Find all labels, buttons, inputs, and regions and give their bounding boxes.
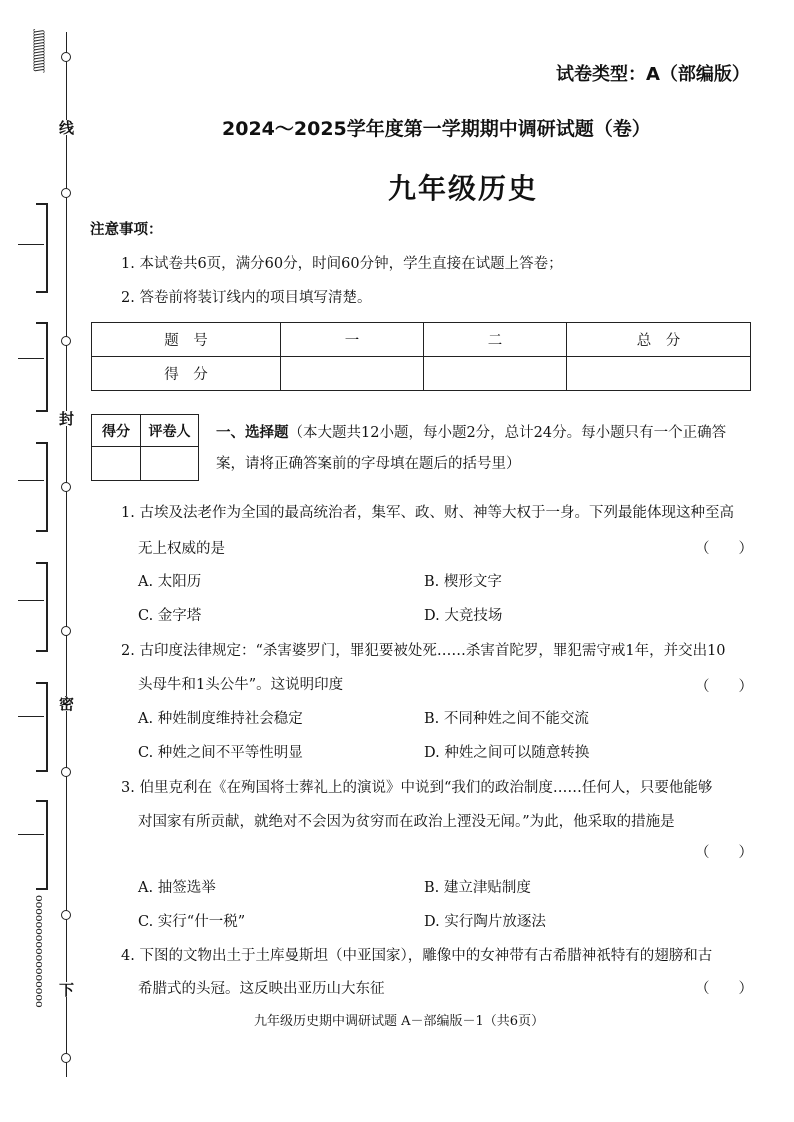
grader-score-cell[interactable] — [92, 447, 141, 481]
section-heading-desc-line2: 案，请将正确答案前的字母填在题后的括号里） — [216, 456, 521, 472]
binding-label-feng: 封 — [57, 411, 75, 426]
option-d: D. 实行陶片放逐法 — [424, 914, 546, 930]
option-a: A. 种姓制度维持社会稳定 — [138, 711, 303, 727]
option-b: B. 建立津贴制度 — [424, 880, 531, 896]
exam-title: 2024～2025学年度第一学期期中调研试题（卷） — [222, 118, 651, 140]
question-stem: 3. 伯里克利在《在殉国将士葬礼上的演说》中说到“我们的政治制度……任何人，只要他能够 — [121, 780, 713, 796]
binding-label-xian: 线 — [57, 120, 75, 135]
score-input-cell[interactable] — [424, 357, 567, 391]
note-item: 2. 答卷前将装订线内的项目填写清楚。 — [121, 290, 372, 306]
binding-bracket — [36, 322, 48, 412]
grader-name-cell[interactable] — [141, 447, 199, 481]
score-table-cell: 总 分 — [567, 323, 751, 357]
binding-bracket — [36, 800, 48, 890]
score-input-cell[interactable] — [281, 357, 424, 391]
binding-circle — [61, 767, 71, 777]
binding-bracket-tick — [18, 244, 44, 245]
binding-circle — [61, 52, 71, 62]
score-input-cell[interactable] — [567, 357, 751, 391]
option-d: D. 种姓之间可以随意转换 — [424, 745, 590, 761]
binding-bracket-tick — [18, 834, 44, 835]
binding-circle — [61, 482, 71, 492]
section-heading — [216, 421, 726, 442]
option-b: B. 不同种姓之间不能交流 — [424, 711, 589, 727]
question-stem: 无上权威的是 — [138, 541, 225, 557]
question-stem: 4. 下图的文物出土于土库曼斯坦（中亚国家），雕像中的女神带有古希腊神祇特有的翅膀和古 — [121, 948, 713, 964]
question-stem: 对国家有所贡献，就绝对不会因为贫穷而在政治上湮没无闻。”为此，他采取的措施是 — [138, 814, 675, 830]
score-table-cell: 一 — [281, 323, 424, 357]
binding-bracket-tick — [18, 600, 44, 601]
page-footer: 九年级历史期中调研试题 A－部编版－1（共6页） — [254, 1014, 545, 1029]
score-table-score-row — [92, 357, 751, 391]
binding-label-mi: 密 — [57, 696, 75, 711]
paper-type: 试卷类型：A（部编版） — [556, 64, 750, 85]
grader-box-header-row — [92, 415, 199, 447]
binding-bracket — [36, 562, 48, 652]
score-table-cell: 二 — [424, 323, 567, 357]
score-table — [91, 322, 751, 391]
grader-box-input-row — [92, 447, 199, 481]
option-c: C. 种姓之间不平等性明显 — [138, 745, 303, 761]
binding-circle — [61, 910, 71, 920]
score-table-header-row — [92, 323, 751, 357]
binding-circle — [61, 1053, 71, 1063]
answer-parentheses[interactable]: （ ） — [695, 679, 753, 695]
score-table-cell: 题 号 — [92, 323, 281, 357]
binding-bracket — [36, 203, 48, 293]
option-a: A. 抽签选举 — [138, 880, 216, 896]
answer-parentheses[interactable]: （ ） — [695, 981, 753, 997]
binding-bracket — [36, 682, 48, 772]
binding-bracket-tick — [18, 480, 44, 481]
option-c: C. 实行“什一税” — [138, 914, 246, 930]
question-stem: 头母牛和1头公牛”。这说明印度 — [138, 677, 344, 693]
binding-circle — [61, 626, 71, 636]
grader-box-header: 得分 — [92, 415, 141, 447]
grader-box — [91, 414, 199, 481]
binding-bracket-tick — [18, 358, 44, 359]
binding-circle — [61, 188, 71, 198]
question-stem: 2. 古印度法律规定：“杀害婆罗门，罪犯要被处死……杀害首陀罗，罪犯需守戒1年，并交出10 — [121, 643, 726, 659]
option-c: C. 金字塔 — [138, 608, 202, 624]
answer-parentheses[interactable]: （ ） — [695, 845, 753, 861]
binding-bracket — [36, 442, 48, 532]
note-item: 1. 本试卷共6页，满分60分，时间60分钟，学生直接在试题上答卷； — [121, 256, 563, 272]
binding-bracket-tick — [18, 716, 44, 717]
option-d: D. 大竞技场 — [424, 608, 503, 624]
subject-title: 九年级历史 — [388, 172, 539, 205]
section-heading-label: 一、选择题 — [216, 425, 289, 441]
wavy-border-bottom: ooooooooooooooooo — [33, 895, 46, 1008]
answer-parentheses[interactable]: （ ） — [695, 541, 753, 557]
binding-circle — [61, 336, 71, 346]
option-a: A. 太阳历 — [138, 574, 202, 590]
question-stem: 1. 古埃及法老作为全国的最高统治者，集军、政、财、神等大权于一身。下列最能体现这种至高 — [121, 505, 734, 521]
binding-label-xia: 下 — [57, 982, 75, 997]
section-heading-desc: （本大题共12小题，每小题2分，总计24分。每小题只有一个正确答 — [288, 425, 727, 441]
notes-title: 注意事项： — [90, 222, 163, 238]
grader-box-header: 评卷人 — [141, 415, 199, 447]
score-table-cell: 得 分 — [92, 357, 281, 391]
option-b: B. 楔形文字 — [424, 574, 502, 590]
question-stem: 希腊式的头冠。这反映出亚历山大东征 — [138, 981, 385, 997]
wavy-border-top: ʃʃʃʃʃʃʃʃʃʃʃʃʃʃ — [33, 30, 46, 72]
